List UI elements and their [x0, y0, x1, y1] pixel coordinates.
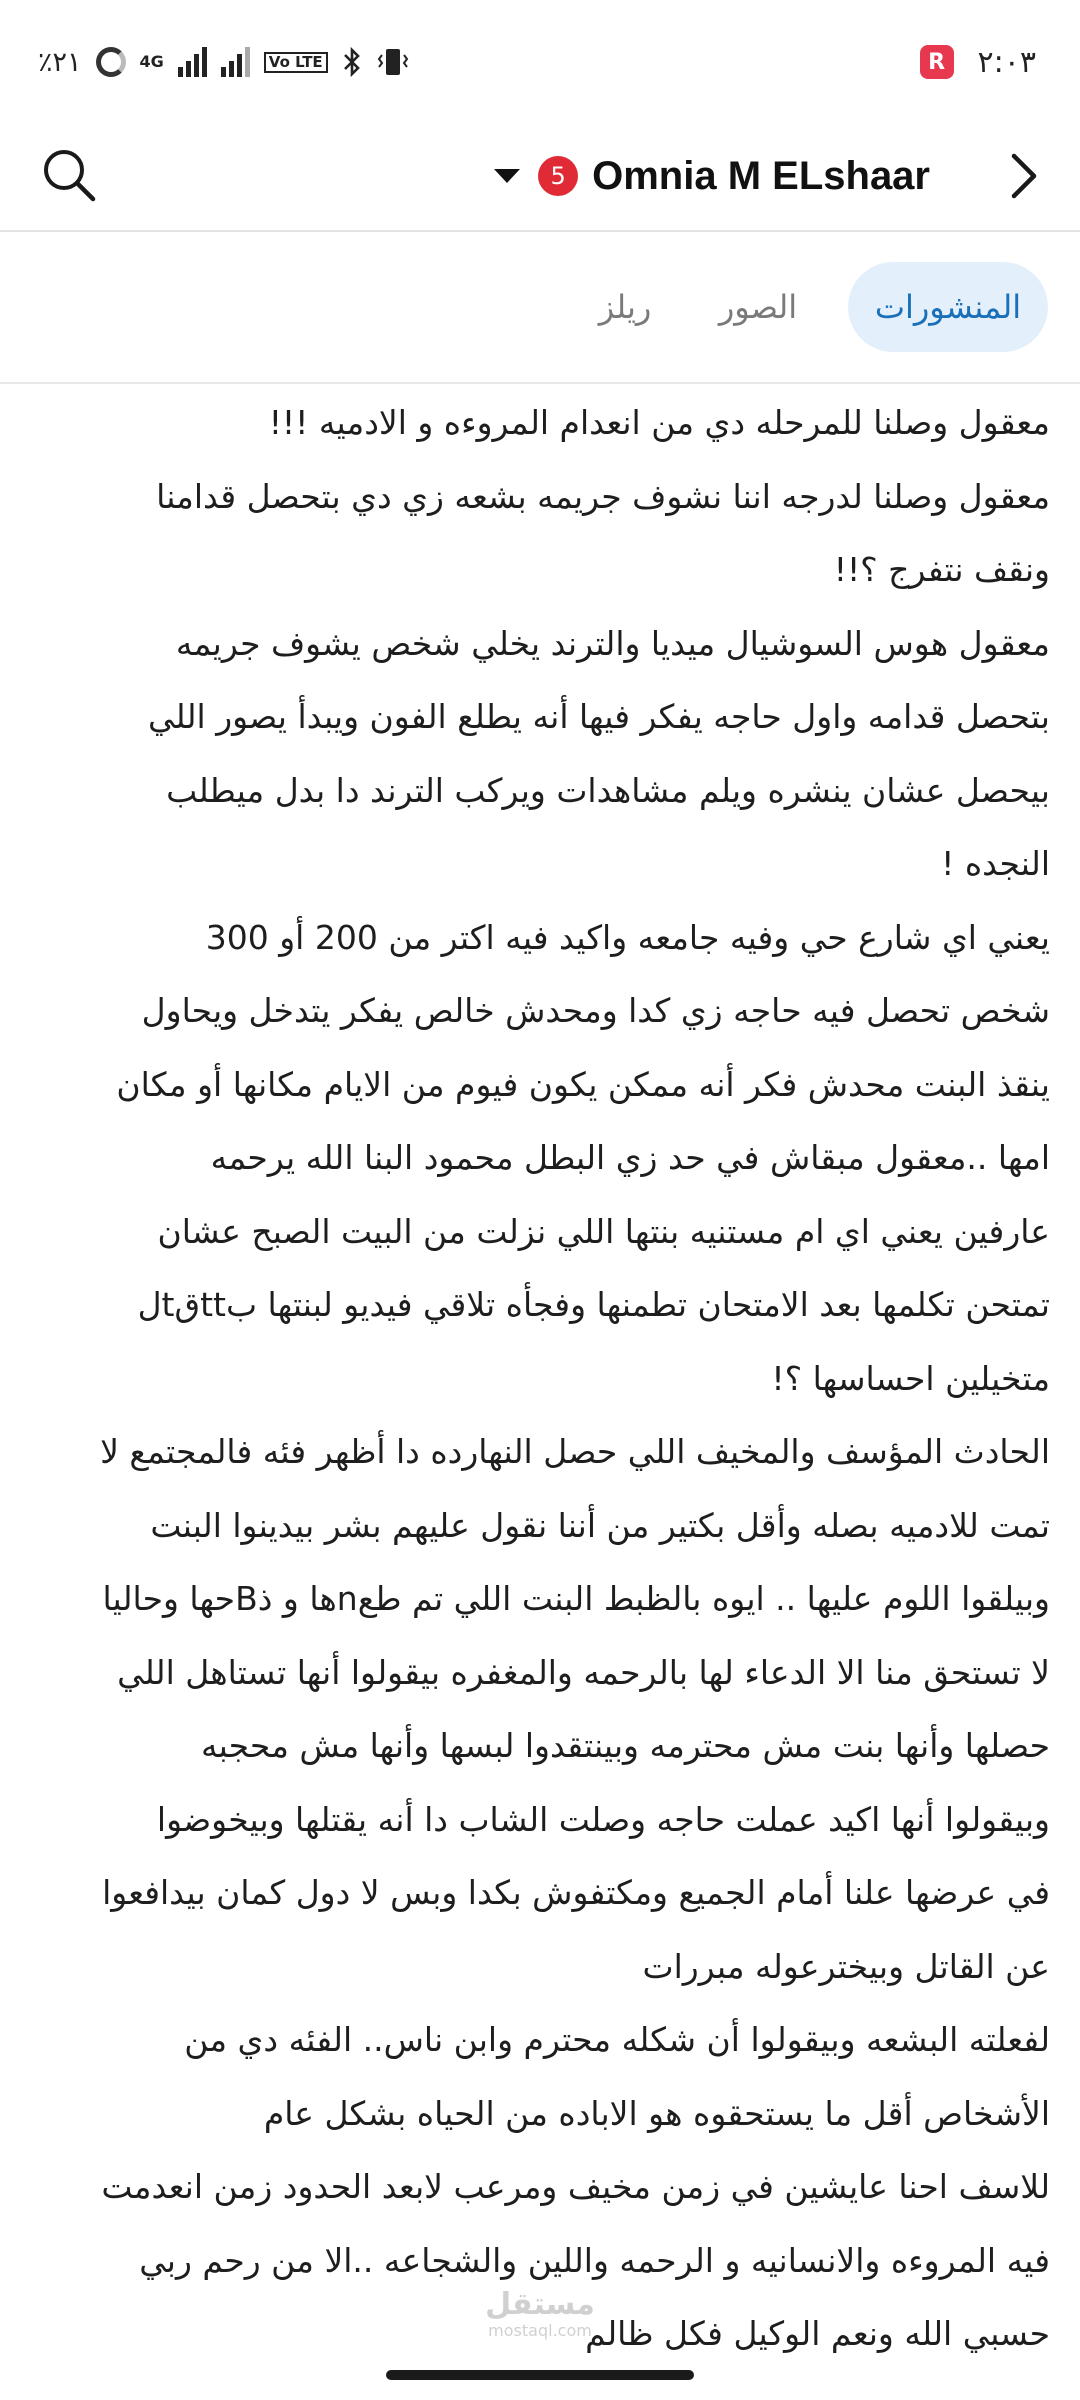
volte-icon: Vo LTE	[264, 52, 328, 73]
status-icons-right	[920, 40, 1036, 84]
profile-tabs	[0, 232, 1080, 384]
post-line: متخيلين احساسها ؟!	[771, 1358, 1050, 1398]
post-line: معقول وصلنا للمرحله دي من انعدام المروءه و الادميه !!!	[268, 403, 1050, 442]
tab-photos[interactable]: الصور	[718, 288, 798, 326]
post-line: الحادث المؤسف والمخيف اللي حصل النهارده دا أظهر فئه فالمجتمع لا	[100, 1432, 1050, 1471]
tab-posts[interactable]: المنشورات	[848, 262, 1048, 352]
watermark-latin: mostaql.com	[488, 2321, 592, 2340]
chevron-down-icon	[494, 169, 520, 183]
search-icon	[38, 144, 102, 208]
app-notification-icon: R	[920, 45, 954, 79]
post-line: وبيقولوا أنها اكيد عملت حاجه وصلت الشاب دا أنه يقتلها وبيخوضوا	[156, 1799, 1050, 1839]
search-button[interactable]	[38, 144, 102, 208]
post-line: في عرضها علنا أمام الجميع ومكتفوش بكدا وبس لا دول كمان بيدافعوا	[102, 1873, 1050, 1912]
status-bar	[0, 0, 1080, 120]
post-line: الأشخاص أقل ما يستحقوه هو الاباده من الحياه بشكل عام	[263, 2093, 1050, 2133]
profile-switcher[interactable]	[494, 148, 930, 204]
status-icons-left	[38, 40, 410, 84]
watermark-arabic: مستقل	[485, 2287, 595, 2322]
post-line: ينقذ البنت محدش فكر أنه ممكن يكون فيوم من الايام مكانها أو مكان	[116, 1064, 1050, 1104]
battery-percent: ٪٢١	[38, 46, 82, 78]
top-app-bar	[0, 120, 1080, 232]
home-indicator[interactable]	[386, 2370, 694, 2380]
mostaql-watermark	[470, 2288, 610, 2340]
post-line: ونقف نتفرج ؟!!	[833, 550, 1050, 589]
post-line: للاسف احنا عايشين في زمن مخيف ومرعب لابعد الحدود زمن انعدمت	[101, 2167, 1050, 2206]
post-line: بيحصل عشان ينشره ويلم مشاهدات ويركب الترند دا بدل ميطلب	[166, 770, 1050, 810]
post-line: تمت للادميه بصله وأقل بكتير من أننا نقول عليهم بشر بيدينوا البنت	[150, 1505, 1050, 1545]
post-line: لا تستحق منا الا الدعاء لها بالرحمه والمغفره بيقولوا أنها تستاهل اللي	[117, 1652, 1050, 1692]
post-line: حسبي الله ونعم الوكيل فكل ظالم	[585, 2314, 1050, 2353]
post-line: يعني اي شارع حي وفيه جامعه واكيد فيه اكتر من 200 أو 300	[205, 917, 1050, 957]
back-button[interactable]	[998, 150, 1050, 202]
signal-icon-2	[221, 47, 250, 77]
clock: ٢:٠٣	[977, 44, 1036, 80]
post-line: وبيلقوا اللوم عليها .. ايوه بالظبط البنت اللي تم طعnها و ذBحها وحاليا	[102, 1579, 1050, 1618]
post-line: شخص تحصل فيه حاجه زي كدا ومحدش خالص يفكر يتدخل ويحاول	[141, 991, 1050, 1030]
post-line: امها ..معقول مبقاش في حد زي البطل محمود البنا الله يرحمه	[210, 1138, 1050, 1177]
vibrate-icon	[376, 45, 410, 79]
notification-badge: 5	[538, 156, 578, 196]
post-content[interactable]	[0, 392, 1080, 2387]
profile-name: Omnia M ELshaar	[592, 153, 930, 198]
tab-reels[interactable]: ريلز	[598, 288, 652, 326]
post-line: معقول هوس السوشيال ميديا والترند يخلي شخص يشوف جريمه	[175, 623, 1050, 663]
post-line: بتحصل قدامه واول حاجه يفكر فيها أنه يطلع الفون ويبدأ يصور اللي	[148, 697, 1050, 736]
signal-icon	[178, 47, 207, 77]
post-line: معقول وصلنا لدرجه اننا نشوف جريمه بشعه زي دي بتحصل قدامنا	[156, 476, 1050, 516]
chevron-right-icon	[998, 150, 1050, 202]
post-text	[0, 392, 1080, 2371]
bluetooth-icon	[342, 46, 362, 78]
post-line: عن القاتل وبيخترعوله مبررات	[642, 1946, 1050, 1986]
post-line: حصلها وأنها بنت مش محترمه وبينتقدوا لبسها وأنها مش محجبه	[200, 1726, 1050, 1765]
post-line: تمتحن تكلمها بعد الامتحان تطمنها وفجأه تلاقي فيديو لبنتها بttقtل	[137, 1285, 1050, 1324]
battery-icon	[96, 47, 126, 77]
network-type: 4G	[139, 52, 164, 71]
post-line: لفعلته البشعه وبيقولوا أن شكله محترم وابن ناس.. الفئه دي من	[184, 2020, 1050, 2059]
post-line: فيه المروءه والانسانيه و الرحمه واللين والشجاعه ..الا من رحم ربي	[139, 2240, 1050, 2280]
post-line: النجده !	[941, 844, 1050, 883]
post-line: عارفين يعني اي ام مستنيه بنتها اللي نزلت من البيت الصبح عشان	[157, 1211, 1050, 1251]
